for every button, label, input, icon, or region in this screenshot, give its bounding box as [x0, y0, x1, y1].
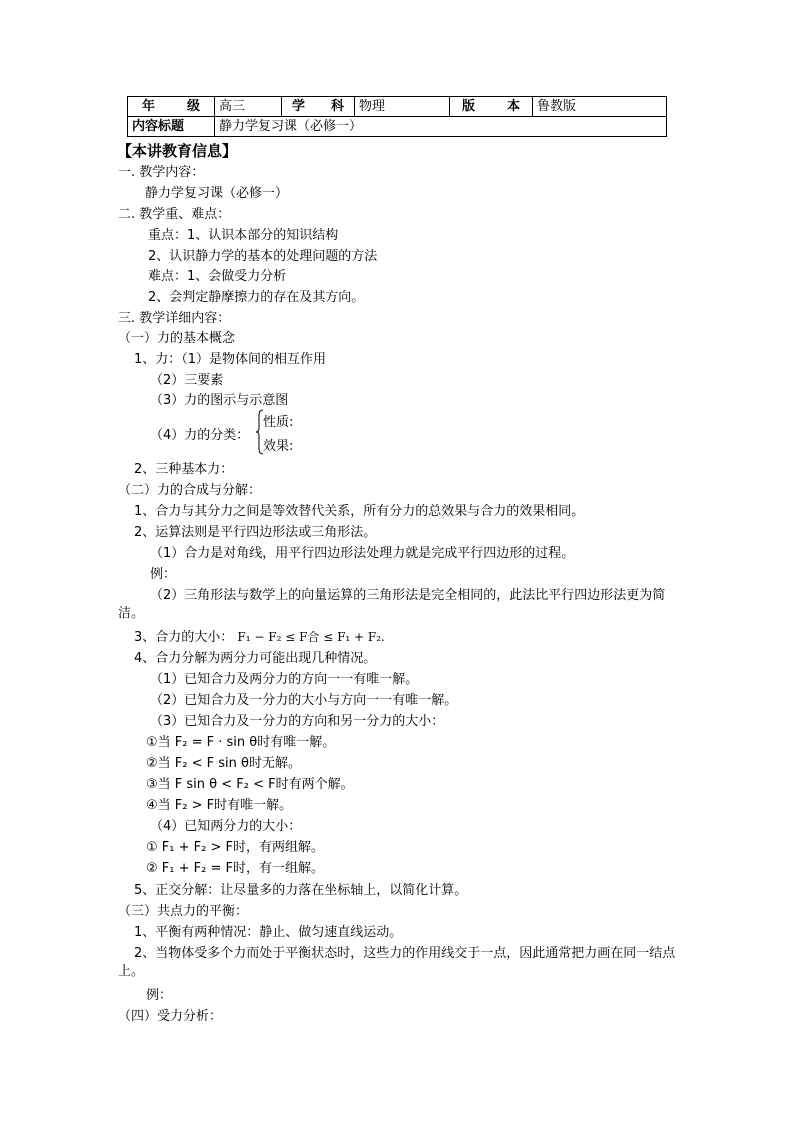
text-line: （1）合力是对角线，用平行四边形法处理力就是完成平行四边形的过程。 — [150, 546, 575, 561]
header-row-2 — [128, 117, 667, 137]
classification-label: （4）力的分类： — [150, 428, 250, 443]
text-paragraph: （2）三角形法与数学上的向量运算的三角形法是完全相同的，此法比平行四边形法更为简洁。 — [118, 588, 666, 621]
text-line: 1、平衡有两种情况：静止、做匀速直线运动。 — [134, 925, 403, 940]
text-line: （3）已知合力及一分力的方向和另一分力的大小： — [150, 714, 445, 729]
text-line: 静力学复习课（必修一） — [145, 186, 289, 201]
subheading: （四）受力分析： — [118, 1009, 223, 1024]
text-line: 重点：1、认识本部分的知识结构 — [148, 228, 339, 243]
edition-label-char-2: 本 — [506, 99, 520, 114]
header-row-1 — [128, 97, 667, 117]
text-line: 2、运算法则是平行四边形法或三角形法。 — [134, 525, 377, 540]
text-line: 2、会判定静摩擦力的存在及其方向。 — [148, 290, 365, 305]
grade-label-cell — [128, 97, 215, 117]
text-line: 2、三种基本力： — [134, 462, 234, 477]
grade-label-char-1: 年 — [142, 99, 156, 114]
section-title: 【本讲教育信息】 — [117, 142, 238, 160]
text-line: （4）已知两分力的大小： — [150, 819, 302, 834]
text-line: 4、合力分解为两分力可能出现几种情况。 — [134, 651, 377, 666]
subject-label-cell — [282, 97, 355, 117]
sum-range-formula: F₁ − F₂ ≤ F合 ≤ F₁ + F₂. — [237, 630, 385, 644]
text-line: ①当 F₂ = F · sin θ时有唯一解。 — [146, 735, 336, 750]
heading-2: 二. 教学重、难点： — [118, 207, 231, 222]
text-line: ① F₁ + F₂ > F时，有两组解。 — [146, 840, 324, 855]
text-line: （1）已知合力及两分力的方向一一有唯一解。 — [150, 672, 419, 687]
subject-label-char-1: 学 — [292, 99, 306, 114]
text-line: ③当 F sin θ < F₂ < F时有两个解。 — [146, 777, 354, 792]
subject-label-char-2: 科 — [330, 99, 344, 114]
subheading: （三）共点力的平衡： — [118, 904, 249, 919]
text-line: 例： — [150, 567, 177, 582]
text-line: （3）力的图示与示意图 — [150, 393, 289, 408]
heading-3: 三. 教学详细内容： — [118, 311, 231, 326]
text-line: 例： — [146, 988, 173, 1003]
subject-value: 物理 — [355, 97, 450, 117]
topic-label: 内容标题 — [128, 117, 215, 137]
grade-label-char-2: 级 — [186, 99, 200, 114]
text-paragraph: 2、当物体受多个力而处于平衡状态时，这些力的作用线交于一点，因此通常把力画在同一结点上。 — [118, 946, 676, 979]
sum-range-label: 3、合力的大小： — [134, 630, 234, 645]
subheading: （一）力的基本概念 — [118, 331, 236, 346]
subheading: （二）力的合成与分解： — [118, 483, 262, 498]
text-line: ④当 F₂ > F时有唯一解。 — [146, 798, 293, 813]
text-line — [134, 628, 385, 647]
classification-item-nature: 性质: — [263, 415, 294, 430]
text-line: 5、正交分解：让尽量多的力落在坐标轴上，以简化计算。 — [134, 883, 468, 898]
text-line: 1、合力与其分力之间是等效替代关系，所有分力的总效果与合力的效果相同。 — [134, 504, 585, 519]
edition-label-char-1: 版 — [462, 99, 476, 114]
text-line: ② F₁ + F₂ = F时，有一组解。 — [146, 861, 324, 876]
classification-item-effect: 效果: — [263, 439, 294, 454]
edition-value: 鲁教版 — [533, 97, 667, 117]
text-line: 2、认识静力学的基本的处理问题的方法 — [148, 249, 378, 264]
text-line: （2）三要素 — [150, 373, 224, 388]
text-line: （2）已知合力及一分力的大小与方向一一有唯一解。 — [150, 693, 458, 708]
heading-1: 一. 教学内容： — [118, 165, 205, 180]
text-line: ②当 F₂ < F sin θ时无解。 — [146, 756, 301, 771]
text-line: 难点：1、会做受力分析 — [148, 269, 287, 284]
edition-label-cell — [450, 97, 533, 117]
grade-value: 高三 — [215, 97, 282, 117]
topic-value: 静力学复习课（必修一） — [215, 117, 667, 137]
text-line: 1、力：（1）是物体间的相互作用 — [134, 352, 327, 367]
header-table — [127, 96, 667, 137]
